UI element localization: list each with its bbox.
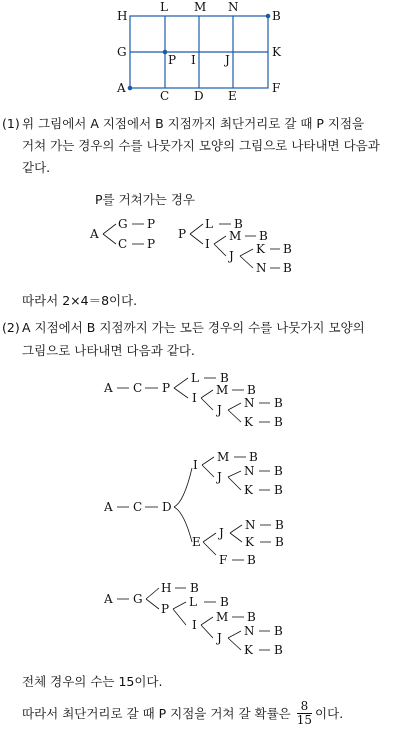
t4-B5: B (275, 535, 284, 549)
prob-numerator: 8 (297, 700, 312, 714)
t1-A: A (90, 227, 99, 241)
point-K: K (272, 45, 281, 59)
part2-total: 전체 경우의 수는 15이다. (22, 674, 163, 689)
t5-B3: B (247, 610, 256, 624)
t2-K: K (256, 242, 265, 256)
point-D: D (194, 89, 204, 103)
point-P: P (168, 53, 177, 67)
point-G: G (117, 45, 127, 59)
t2-J: J (229, 249, 234, 263)
t5-G: G (133, 592, 143, 606)
part2-marker: (2) (2, 320, 20, 335)
t5-H: H (161, 581, 172, 595)
prob-denominator: 15 (296, 713, 313, 727)
t3-B1: B (220, 371, 229, 385)
t4-B4: B (275, 518, 284, 532)
final-suffix: 이다. (315, 705, 344, 721)
t4-K2: K (245, 535, 254, 549)
t2-P: P (178, 227, 187, 241)
t4-D: D (162, 500, 172, 514)
t4-F: F (219, 553, 228, 567)
t4-K1: K (244, 483, 253, 497)
t3-B3: B (274, 396, 283, 410)
t2-I: I (205, 237, 210, 251)
t2-B4: B (283, 261, 292, 275)
t5-P: P (161, 602, 170, 616)
t5-L: L (189, 595, 197, 609)
t5-J: J (217, 631, 222, 645)
t5-B5: B (274, 643, 283, 657)
t2-M: M (229, 229, 242, 243)
t2-B3: B (283, 242, 292, 256)
final-prefix: 따라서 최단거리로 갈 때 P 지점을 거쳐 갈 확률은 (22, 705, 291, 721)
point-C: C (160, 89, 170, 103)
t4-B3: B (274, 483, 283, 497)
point-N: N (228, 0, 239, 14)
t4-I: I (193, 458, 198, 472)
t5-N: N (244, 624, 255, 638)
t2-B1: B (234, 217, 243, 231)
t2-B2: B (259, 229, 268, 243)
t3-L: L (191, 371, 199, 385)
t4-J2: J (219, 526, 224, 540)
tree-3 (104, 366, 324, 436)
t5-B1: B (190, 581, 199, 595)
t4-B1: B (249, 450, 258, 464)
tree-5 (104, 578, 324, 668)
point-E: E (228, 89, 237, 103)
t3-K: K (244, 415, 253, 429)
point-H: H (117, 9, 128, 23)
t1-C: C (118, 237, 128, 251)
tree-1 (88, 212, 188, 252)
t1-P1: P (147, 217, 156, 231)
part1-line1: 위 그림에서 A 지점에서 B 지점까지 최단거리로 갈 때 P 지점을 (22, 116, 365, 131)
point-J: J (225, 53, 230, 67)
point-A: A (117, 81, 126, 95)
t1-G: G (118, 217, 128, 231)
t3-A: A (104, 381, 113, 395)
probability-fraction (297, 700, 312, 727)
t4-B6: B (247, 553, 256, 567)
t4-J1: J (217, 470, 222, 484)
t3-B4: B (274, 415, 283, 429)
t3-I: I (192, 391, 197, 405)
point-B: B (272, 9, 281, 23)
t3-C: C (133, 381, 143, 395)
part2-line1: A 지점에서 B 지점까지 가는 모든 경우의 수를 나뭇가지 모양의 (22, 320, 365, 335)
t4-E: E (192, 535, 201, 549)
part1-line2: 거쳐 가는 경우의 수를 나뭇가지 모양의 그림으로 나타내면 다음과 (22, 138, 380, 153)
part1-marker: (1) (2, 116, 20, 131)
t1-P2: P (147, 237, 156, 251)
tree-title: P를 거쳐가는 경우 (95, 192, 196, 207)
t3-M: M (216, 383, 229, 397)
t5-B2: B (220, 595, 229, 609)
t3-N: N (244, 396, 255, 410)
t4-N2: N (245, 518, 256, 532)
t5-A: A (104, 592, 113, 606)
tree-2 (176, 212, 326, 282)
point-L: L (160, 0, 168, 14)
point-F: F (272, 81, 281, 95)
tree-4 (104, 452, 324, 572)
t5-M: M (216, 610, 229, 624)
t4-C: C (133, 500, 143, 514)
t4-A: A (104, 500, 113, 514)
t3-J: J (217, 403, 222, 417)
t2-L: L (205, 217, 213, 231)
t2-N: N (256, 261, 267, 275)
t5-B4: B (274, 624, 283, 638)
t4-B2: B (274, 464, 283, 478)
part2-final (22, 700, 343, 727)
part1-conclusion: 따라서 2×4＝8이다. (22, 293, 138, 308)
grid-figure (0, 0, 400, 110)
part1-line3: 같다. (22, 160, 51, 175)
point-M: M (194, 0, 207, 14)
t4-N1: N (244, 464, 255, 478)
t3-B2: B (247, 383, 256, 397)
t5-I: I (192, 618, 197, 632)
part2-line2: 그림으로 나타내면 다음과 같다. (22, 343, 195, 358)
t3-P: P (162, 381, 171, 395)
t5-K: K (244, 643, 253, 657)
point-I: I (191, 53, 196, 67)
t4-M: M (217, 450, 230, 464)
